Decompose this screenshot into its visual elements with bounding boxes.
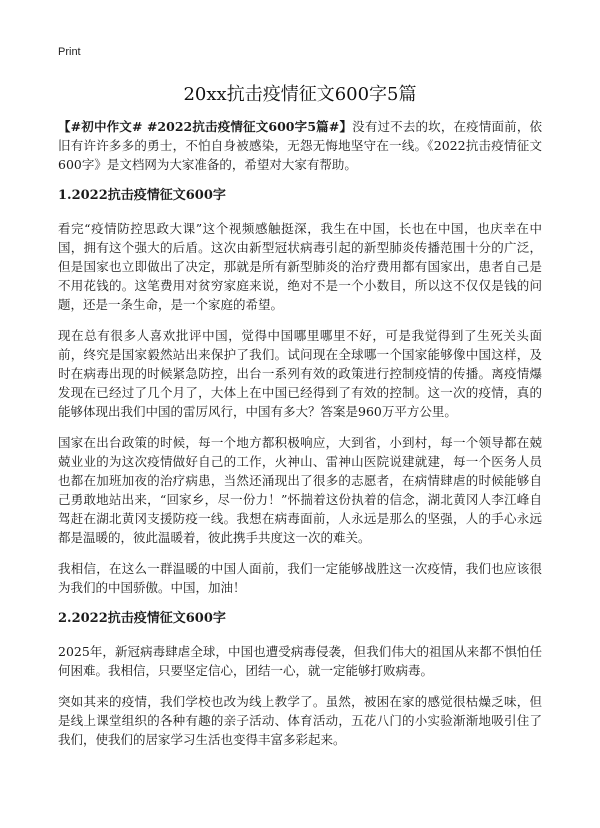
paragraph: 突如其来的疫情，我们学校也改为线上教学了。虽然，被困在家的感觉很枯燥乏味，但是线上课堂组织的各种有趣的亲子活动、体育活动，五花八门的小实验渐渐地吸引住了我们，使我们的居家学习生活也变得丰富多彩起来。 — [58, 694, 542, 747]
print-link[interactable]: Print — [58, 46, 81, 58]
intro-tags: 【#初中作文# #2022抗击疫情征文600字5篇#】 — [58, 119, 353, 134]
paragraph: 现在总有很多人喜欢批评中国，觉得中国哪里哪里不好，可是我觉得到了生死关头面前，终究是国家毅然站出来保护了我们。试问现在全球哪一个国家能够像中国这样，及时在病毒出现的时候紧急防控，出台一系列有效的政策进行控制疫情的传播。离疫情爆发现在已经过了几个月了，大体上在中国已经得到了有效的控制。这一次的疫情，真的能够体现出我们中国的雷厉风行，中国有多大？答案是960万平方公里。 — [58, 328, 542, 419]
paragraph: 看完“疫情防控思政大课”这个视频感触挺深，我生在中国，长也在中国，也庆幸在中国，拥有这个强大的后盾。这次由新型冠状病毒引起的新型肺炎传播范围十分的广泛，但是国家也立即做出了决定，那就是所有新型肺炎的治疗费用都有国家出，患者自己是不用花钱的。这笔费用对贫穷家庭来说，绝对不是一个小数目，所以这不仅仅是钱的问题，还是一条生命，是一个家庭的希望。 — [58, 221, 542, 312]
section-heading: 1.2022抗击疫情征文600字 — [58, 188, 226, 203]
section-heading: 2.2022抗击疫情征文600字 — [58, 611, 226, 626]
intro-paragraph — [58, 117, 542, 174]
page-title: 20xx抗击疫情征文600字5篇 — [183, 84, 417, 105]
paragraph: 我相信，在这么一群温暖的中国人面前，我们一定能够战胜这一次疫情，我们也应该很为我们的中国骄傲。中国，加油！ — [58, 561, 542, 595]
article-body — [58, 117, 542, 761]
paragraph: 国家在出台政策的时候，每一个地方都积极响应，大到省，小到村，每一个领导都在兢兢业业的为这次疫情做好自己的工作，火神山、雷神山医院说建就建，每一个医务人员也都在加班加夜的治疗病患，当然还涌现出了很多的志愿者，在病情肆虐的时候能够自己勇敢地站出来，“回家乡，尽一份力！”怀揣着这份执着的信念，湖北黄冈人李江峰自驾赶在湖北黄冈支援防疫一线。我想在病毒面前，人永远是那么的坚强，人的手心永远都是温暖的，彼此温暖着，彼此携手共度这一次的难关。 — [58, 435, 542, 545]
paragraph: 2025年，新冠病毒肆虐全球，中国也遭受病毒侵袭，但我们伟大的祖国从来都不惧怕任何困难。我相信，只要坚定信心，团结一心，就一定能够打败病毒。 — [58, 644, 542, 678]
intro-text: 没有过不去的坎，在疫情面前，依旧有许许多多的勇士，不怕自身被感染，无怨无悔地坚守在一线。《2022抗击疫情征文600字》是文档网为大家准备的，希望对大家有帮助。 — [58, 119, 542, 172]
